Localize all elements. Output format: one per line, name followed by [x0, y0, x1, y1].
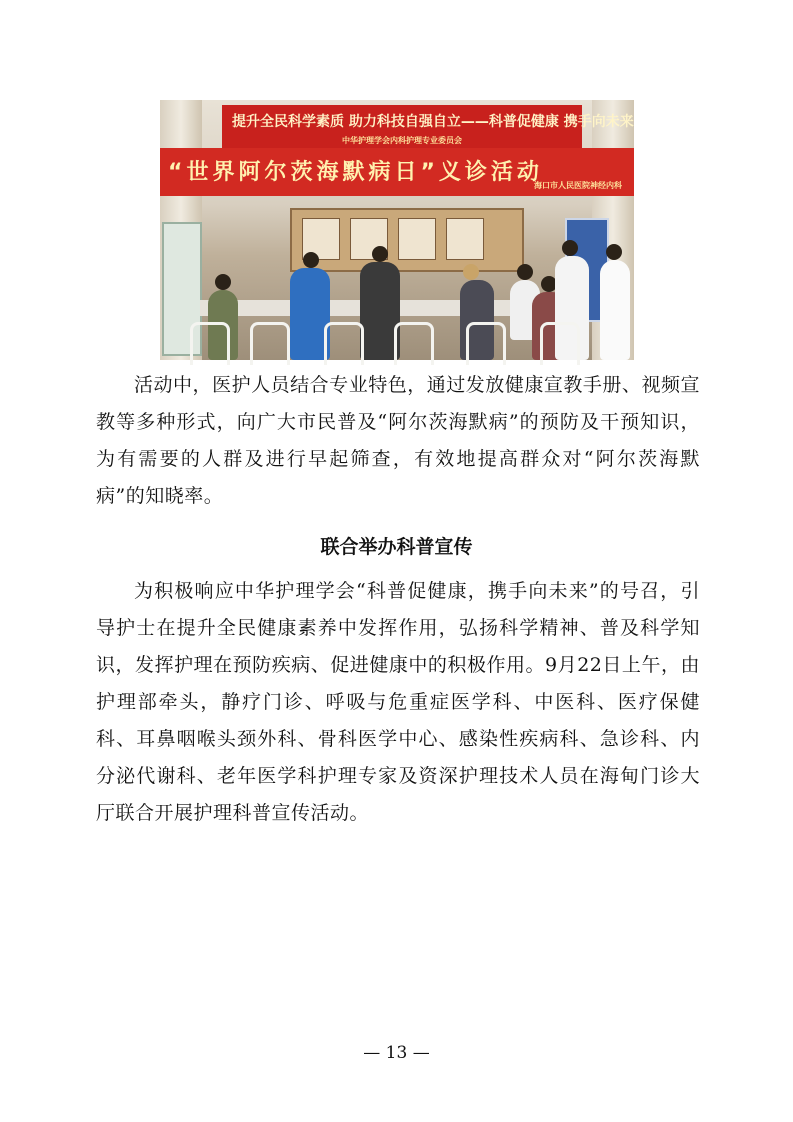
- event-photo: [160, 100, 634, 360]
- chair: [466, 322, 506, 365]
- section-heading: 联合举办科普宣传: [320, 536, 473, 558]
- chair: [190, 322, 230, 365]
- chair: [250, 322, 290, 365]
- chair: [324, 322, 364, 365]
- exhibit-wall: [290, 208, 524, 272]
- paragraph-activity: 活动中，医护人员结合专业特色，通过发放健康宣教手册、视频宣教等多种形式，向广大市民普及“阿尔茨海默病”的预防及干预知识，为有需要的人群及进行早起筛查，有效地提高群众对“阿尔茨海默病”的知晓率。: [96, 374, 700, 507]
- person: [600, 260, 630, 360]
- paragraph-science-promotion: 为积极响应中华护理学会“科普促健康，携手向未来”的号召，引导护士在提升全民健康素养中发挥作用，弘扬科学精神、普及科学知识，发挥护理在预防疾病、促进健康中的积极作用。9月22日上午，由护理部牵头，静疗门诊、呼吸与危重症医学科、中医科、医疗保健科、耳鼻咽喉头颈外科、骨科医学中心、感染性疾病科、急诊科、内分泌代谢科、老年医学科护理专家及资深护理技术人员在海甸门诊大厅联合开展护理科普宣传活动。: [96, 580, 700, 824]
- page-number: — 13 —: [363, 1043, 430, 1063]
- chair: [394, 322, 434, 365]
- chair: [540, 322, 580, 365]
- banner-top: 提升全民科学素质 助力科技自强自立——科普促健康 携手向未来 中华护理学会内科护理专业委员会: [222, 105, 582, 153]
- banner-main: “世界阿尔茨海默病日”义诊活动 海口市人民医院神经内科: [160, 148, 634, 196]
